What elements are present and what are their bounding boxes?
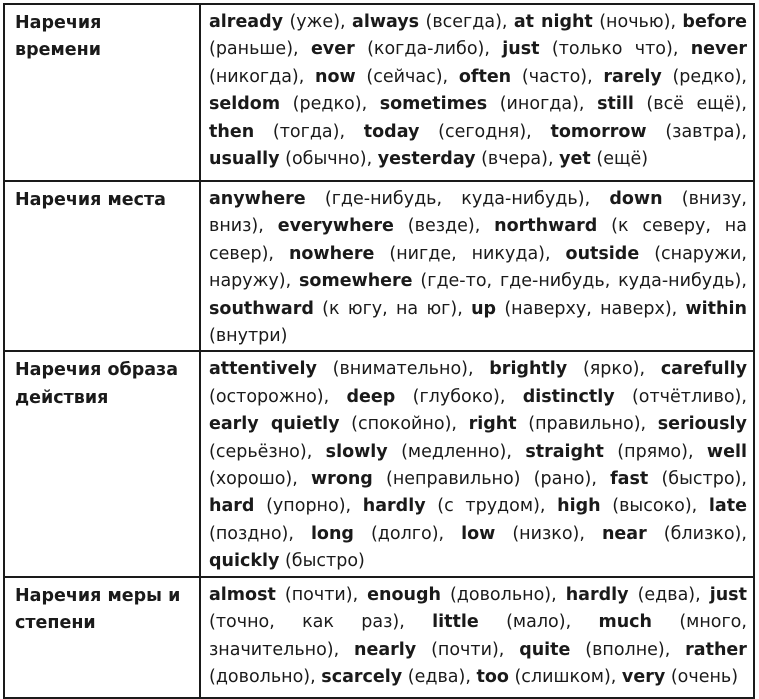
adverb-word: usually xyxy=(209,149,280,170)
adverb-word: before xyxy=(682,12,747,32)
adverb-word: near xyxy=(601,523,647,544)
adverb-translation: (редко) xyxy=(672,66,742,87)
adverb-translation: (вчера) xyxy=(481,149,548,170)
adverb-word: carefully xyxy=(660,359,747,380)
adverb-word: scarcely xyxy=(321,666,403,687)
adverb-translation: (редко) xyxy=(292,94,362,115)
adverb-word: brightly xyxy=(489,359,568,380)
adverb-word: still xyxy=(597,94,634,115)
adverb-category-row xyxy=(4,577,754,698)
adverb-translation: (часто) xyxy=(521,66,588,87)
adverb-translation: (мало) xyxy=(506,612,566,633)
adverb-word: hardly xyxy=(362,496,426,517)
category-label: Наречия места xyxy=(4,181,200,351)
adverb-translation: (довольно) xyxy=(449,584,552,605)
adverb-word: rarely xyxy=(603,66,662,87)
adverb-word: outside xyxy=(565,243,640,264)
adverb-category-row xyxy=(4,351,754,576)
adverb-translation: (отчётливо) xyxy=(631,386,742,407)
adverb-word: within xyxy=(685,298,747,319)
adverb-list: attentively (внимательно), brightly (ярко), carefully (осторожно), deep (глубоко), distinctly (отчётливо), early quietly (спокойно), right (правильно), seriously (серьёзно), slowly (медленно), straight (прямо), well (хорошо), wrong (неправильно) (рано), fast (быстро), hard (упорно), hardly (с трудом), high (высоко), late (поздно), long (долго), low (низко), near (близко), quickly (быстро) xyxy=(200,351,754,576)
adverb-translation: (снаружи, наружу) xyxy=(209,243,747,292)
adverb-word: always xyxy=(352,12,420,32)
adverb-translation: (иногда) xyxy=(499,94,579,115)
adverb-translation: (никогда) xyxy=(209,66,299,87)
adverb-word: too xyxy=(476,666,509,687)
adverb-word: everywhere xyxy=(277,216,394,237)
adverb-word: seldom xyxy=(209,94,281,115)
adverb-word: northward xyxy=(494,216,598,237)
adverb-word: straight xyxy=(525,441,604,462)
adverb-word: sometimes xyxy=(379,94,488,115)
adverb-word: seriously xyxy=(657,414,747,435)
adverb-translation: (ещё) xyxy=(596,149,649,170)
adverb-word: now xyxy=(315,66,356,87)
adverb-word: at night xyxy=(513,12,593,32)
adverb-translation: (точно, как раз) xyxy=(209,612,400,633)
adverb-word: quickly xyxy=(209,551,280,572)
adverb-translation: (долго) xyxy=(370,523,439,544)
category-label: Наречия образа действия xyxy=(4,351,200,576)
adverb-translation: (много, значительно) xyxy=(209,612,747,660)
category-label: Наречия меры и степени xyxy=(4,577,200,698)
adverb-translation: (ночью) xyxy=(599,12,671,32)
adverb-translation: (завтра) xyxy=(665,121,742,142)
adverb-translation: (глубоко) xyxy=(412,386,500,407)
adverb-word: long xyxy=(310,523,354,544)
adverb-word: much xyxy=(598,612,652,633)
adverb-translation: (наверху, наверх) xyxy=(504,298,672,319)
adverb-word: nearly xyxy=(354,639,417,660)
adverb-word: slowly xyxy=(325,441,388,462)
adverb-translation: (всегда) xyxy=(425,12,502,32)
adverb-translation: (с трудом) xyxy=(437,496,540,517)
adverb-word: fast xyxy=(610,469,649,490)
adverb-word: high xyxy=(557,496,601,517)
adverb-word: late xyxy=(708,496,747,517)
adverb-translation: (внутри) xyxy=(209,326,288,347)
adverb-word: tomorrow xyxy=(550,121,647,142)
adverb-word: anywhere xyxy=(209,189,306,209)
adverb-translation: (очень) xyxy=(670,666,739,687)
adverb-translation: (быстро) xyxy=(284,551,365,572)
adverb-word: yesterday xyxy=(377,149,476,170)
adverb-translation: (хорошо) xyxy=(209,469,293,490)
adverb-table-body xyxy=(4,4,754,698)
adverb-list: anywhere (где-нибудь, куда-нибудь), down (внизу, вниз), everywhere (везде), northward (к северу, на север), nowhere (нигде, никуда), outside (снаружи, наружу), somewhere (где-то, где-нибудь, куда-нибудь), southward (к югу, на юг), up (наверху, наверх), within (внутри) xyxy=(200,181,754,351)
adverb-translation: (почти) xyxy=(284,584,353,605)
adverb-word: attentively xyxy=(209,359,317,380)
adverb-translation: (серьёзно) xyxy=(209,441,307,462)
adverb-translation: (сегодня) xyxy=(438,121,527,142)
adverb-word: nowhere xyxy=(288,243,375,264)
adverb-translation: (почти) xyxy=(431,639,499,660)
adverb-translation: (близко) xyxy=(663,523,742,544)
adverb-word: somewhere xyxy=(299,271,413,292)
adverb-category-row xyxy=(4,4,754,181)
adverb-translation: (когда-либо) xyxy=(367,39,485,60)
adverb-translation: (внимательно) xyxy=(332,359,468,380)
adverb-translation: (где-то, где-нибудь, куда-нибудь) xyxy=(420,271,742,292)
adverb-translation: (довольно) xyxy=(209,666,311,687)
adverb-translation: (прямо) xyxy=(617,441,688,462)
adverb-translation: (осторожно) xyxy=(209,386,324,407)
adverb-word: just xyxy=(502,39,540,60)
adverb-translation: (низко) xyxy=(512,523,580,544)
adverb-word: deep xyxy=(346,386,396,407)
adverb-translation: (тогда) xyxy=(272,121,340,142)
adverb-translation: (обычно) xyxy=(285,149,367,170)
adverb-word: yet xyxy=(559,149,591,170)
adverb-translation: (к югу, на юг) xyxy=(322,298,458,319)
adverb-translation: (быстро) xyxy=(661,469,742,490)
adverb-word: low xyxy=(461,523,496,544)
adverb-translation: (сейчас) xyxy=(366,66,443,87)
adverb-translation: (уже) xyxy=(289,12,341,32)
adverb-word: quite xyxy=(519,639,571,660)
adverb-translation: (медленно) xyxy=(401,441,507,462)
adverb-list: almost (почти), enough (довольно), hardly (едва), just (точно, как раз), little (мало), much (много, значительно), nearly (почти), quite (вполне), rather (довольно), scarcely (едва), too (слишком), very (очень) xyxy=(200,577,754,698)
adverb-word: distinctly xyxy=(522,386,615,407)
adverb-category-row xyxy=(4,181,754,351)
adverb-translation: (спокойно) xyxy=(351,414,452,435)
adverb-word: southward xyxy=(209,298,314,319)
adverb-translation: (всё ещё) xyxy=(646,94,742,115)
adverb-translation: (везде) xyxy=(407,216,475,237)
adverb-translation: (упорно) xyxy=(266,496,346,517)
adverb-translation: (нигде, никуда) xyxy=(389,243,546,264)
adverb-word: almost xyxy=(209,584,276,605)
adverb-word: little xyxy=(432,612,479,633)
adverb-word: right xyxy=(468,414,517,435)
adverb-word: hard xyxy=(209,496,255,517)
adverb-word: hardly xyxy=(565,584,629,605)
adverb-word: wrong xyxy=(311,469,373,490)
adverb-word: enough xyxy=(367,584,441,605)
adverb-word: then xyxy=(209,121,255,142)
adverb-word: rather xyxy=(685,639,747,660)
adverb-word: just xyxy=(709,584,747,605)
adverb-table xyxy=(3,3,755,699)
adverb-word: often xyxy=(458,66,512,87)
adverb-word: never xyxy=(690,39,747,60)
adverb-translation: (правильно) xyxy=(528,414,641,435)
adverb-translation: (ярко) xyxy=(582,359,640,380)
adverb-word: very xyxy=(621,666,666,687)
adverb-word: today xyxy=(363,121,420,142)
adverb-word: well xyxy=(706,441,747,462)
adverb-translation: (к северу, на север) xyxy=(209,216,747,264)
category-label: Наречия времени xyxy=(4,4,200,181)
adverb-list: already (уже), always (всегда), at night (ночью), before (раньше), ever (когда-либо), just (только что), never (никогда), now (сейчас), often (часто), rarely (редко), seldom (редко), sometimes (иногда), still (всё ещё), then (тогда), today (сегодня), tomorrow (завтра), usually (обычно), yesterday (вчера), yet (ещё) xyxy=(200,4,754,181)
adverb-translation: (едва) xyxy=(407,666,466,687)
adverb-word: early quietly xyxy=(209,414,340,435)
adverb-translation: (вполне) xyxy=(585,639,665,660)
adverb-translation: (только что) xyxy=(551,39,673,60)
adverb-translation: (где-нибудь, куда-нибудь) xyxy=(324,189,585,209)
adverb-translation: (раньше) xyxy=(209,39,294,60)
adverb-word: down xyxy=(609,189,663,209)
adverb-translation: (внизу, вниз) xyxy=(209,189,747,237)
adverb-translation: (слишком) xyxy=(514,666,611,687)
adverb-translation: (поздно) xyxy=(209,523,289,544)
adverb-word: up xyxy=(471,298,497,319)
adverb-word: ever xyxy=(310,39,355,60)
adverb-translation: (едва) xyxy=(637,584,696,605)
adverb-word: already xyxy=(209,12,284,32)
adverb-translation: (высоко) xyxy=(612,496,692,517)
adverb-translation: (неправильно) (рано) xyxy=(386,469,592,490)
